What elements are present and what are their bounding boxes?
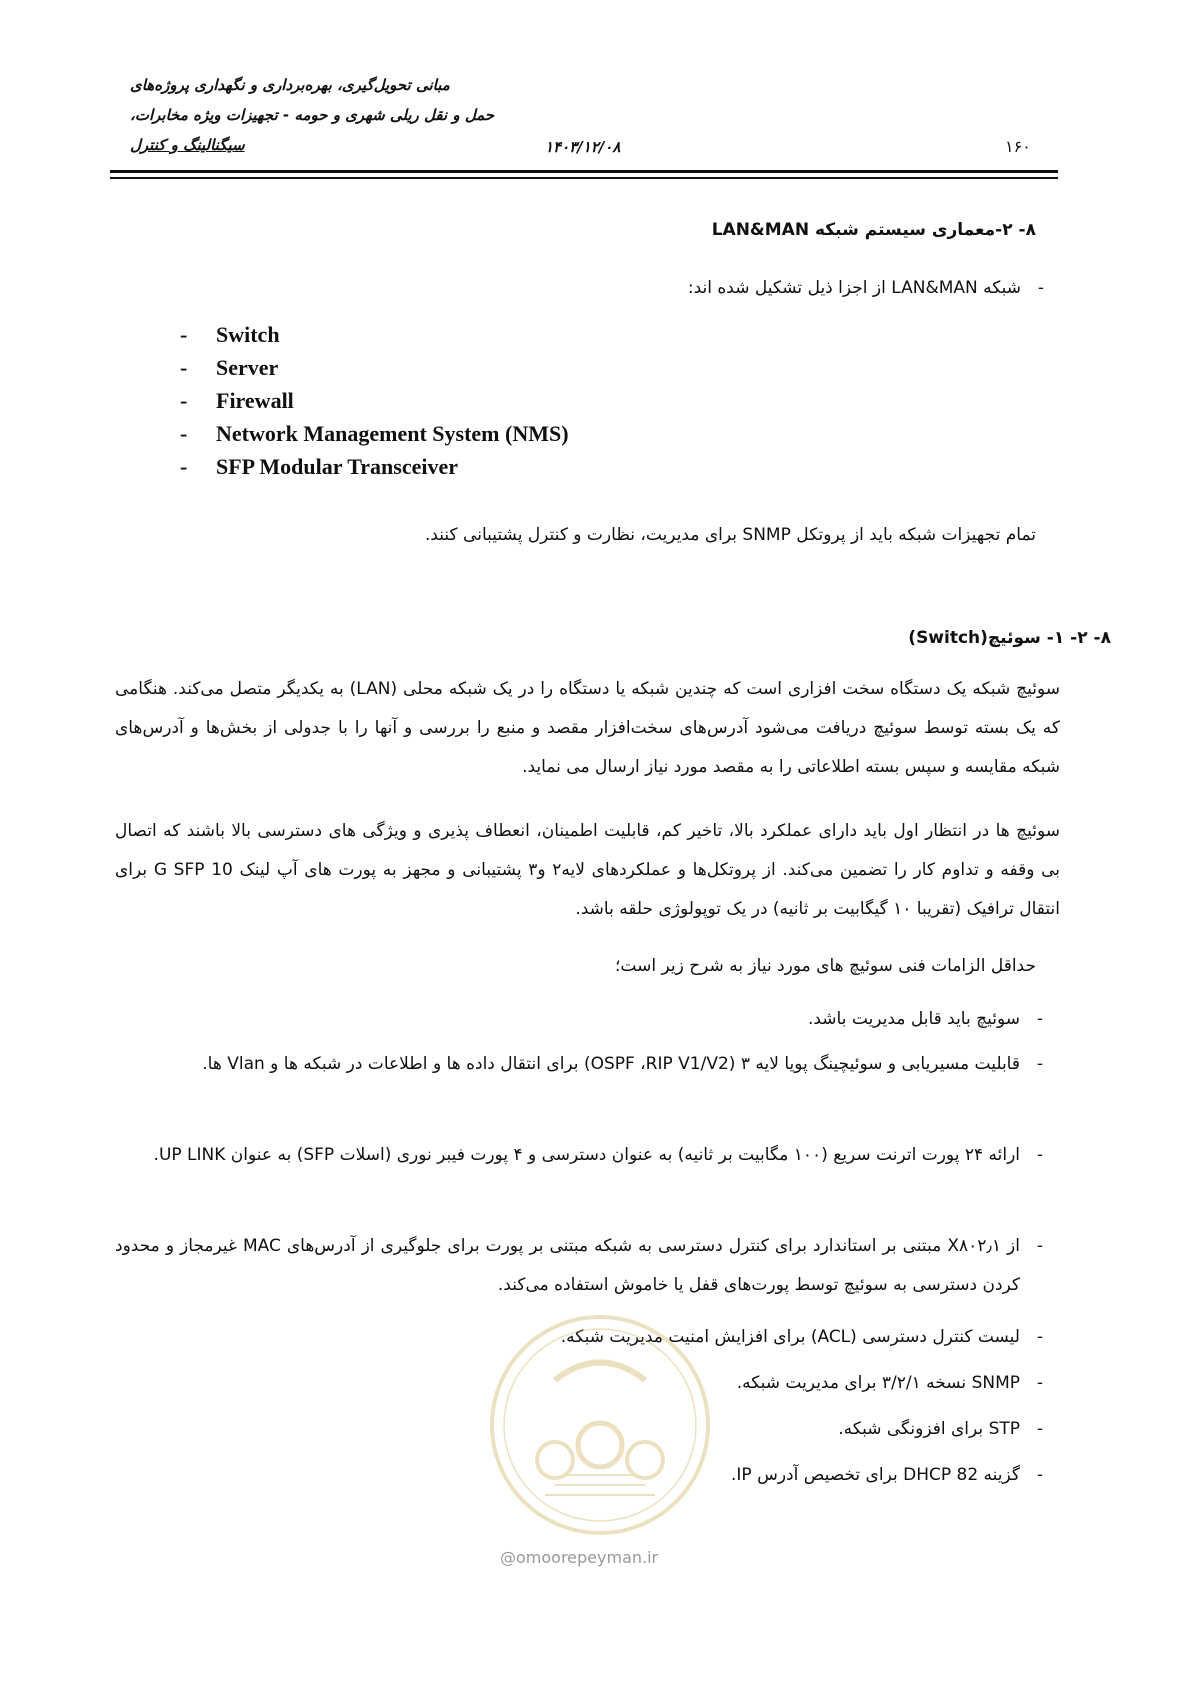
header-rule-thick (110, 170, 1058, 173)
header-title-line-2: حمل و نقل ریلی شهری و حومه - تجهیزات ویژه مخابرات، (130, 106, 495, 124)
list-item: - SFP Modular Transceiver (180, 454, 458, 479)
section-heading-8-2-1: ۸- ۲- ۱- سوئیچ(Switch) (908, 628, 1111, 648)
list-dash: - (1037, 278, 1045, 298)
watermark-seal (485, 1310, 715, 1544)
list-item: - Network Management System (NMS) (180, 421, 569, 446)
list-item: - از X۸۰۲٫۱ مبتنی بر استاندارد برای کنترل دسترسی به شبکه مبتنی بر پورت برای جلوگیری از آدرس‌های MAC غیرمجاز و محدود کردن دسترسی به سوئیچ توسط پورت‌های قفل یا خاموش استفاده می‌کند. (115, 1236, 1044, 1295)
list-item: - Firewall (180, 388, 294, 413)
list-item: - STP برای افزونگی شبکه. (838, 1419, 1044, 1439)
paragraph-switch-definition: سوئیچ شبکه یک دستگاه سخت افزاری است که چندین شبکه یا دستگاه را در یک شبکه محلی (LAN) به یکدیگر متصل می‌کند. هنگامی که یک بسته توسط سوئیچ دریافت می‌شود آدرس‌های سخت‌افزار مقصد و منبع را بررسی و آنها را با جدولی از بخش‌ها و آدرس‌های شبکه مقایسه و سپس بسته اطلاعاتی را به مقصد مورد نیاز ارسال می نماید. (115, 679, 1061, 777)
section-intro (688, 278, 1061, 298)
list-item: - ارائه ۲۴ پورت اترنت سریع (۱۰۰ مگابیت بر ثانیه) به عنوان دسترسی و ۴ پورت فیبر نوری (اسلات SFP) به عنوان UP LINK. (153, 1145, 1044, 1165)
list-item: - SNMP نسخه ۳/۲/۱ برای مدیریت شبکه. (736, 1373, 1044, 1393)
list-item: - قابلیت مسیریابی و سوئیچینگ پویا لایه ۳ (OSPF ،RIP V1/V2) برای انتقال داده ها و اطلاعات در شبکه ها و Vlan ها. (202, 1054, 1044, 1074)
watermark-site: @omoorepeyman.ir (500, 1548, 659, 1567)
list-item: - Server (180, 355, 279, 380)
header-title-line-1: مبانی تحویل‌گیری، بهره‌برداری و نگهداری پروژه‌های (130, 76, 450, 94)
intro-text: شبکه LAN&MAN از اجزا ذیل تشکیل شده اند: (687, 278, 1021, 298)
list-item: - Switch (180, 322, 280, 347)
page-number: ۱۶۰ (1005, 137, 1031, 156)
section-heading-8-2: ۸- ۲-معماری سیستم شبکه LAN&MAN (711, 220, 1036, 240)
header-title-line-3: سیگنالینگ و کنترل (130, 136, 245, 154)
document-header-title (130, 70, 530, 160)
component-list (180, 318, 569, 483)
list-item: - سوئیچ باید قابل مدیریت باشد. (807, 1009, 1044, 1029)
list-item: - لیست کنترل دسترسی (ACL) برای افزایش امنیت مدیریت شبکه. (560, 1327, 1044, 1347)
requirements-heading: حداقل الزامات فنی سوئیچ های مورد نیاز به شرح زیر است؛ (615, 956, 1036, 976)
paragraph-switch-performance: سوئیچ ها در انتظار اول باید دارای عملکرد بالا، تاخیر کم، قابلیت اطمینان، انعطاف پذیری و ویژگی های دسترسی بالا باشند که اتصال بی وقفه و تداوم کار را تضمین می‌کند. از پروتکل‌ها و عملکردهای لایه۲ و۳ پشتیبانی و مجهز به پورت های آپ لینک 10 G SFP برای انتقال ترافیک (تقریبا ۱۰ گیگابیت بر ثانیه) در یک توپولوژی حلقه باشد. (115, 821, 1060, 919)
header-date: ۱۴۰۳/۱۲/۰۸ (545, 138, 621, 156)
list-item: - گزینه DHCP 82 برای تخصیص آدرس IP. (731, 1465, 1044, 1485)
snmp-note: تمام تجهیزات شبکه باید از پروتکل SNMP برای مدیریت، نظارت و کنترل پشتیبانی کنند. (424, 525, 1036, 545)
header-rule-thin (110, 177, 1058, 179)
